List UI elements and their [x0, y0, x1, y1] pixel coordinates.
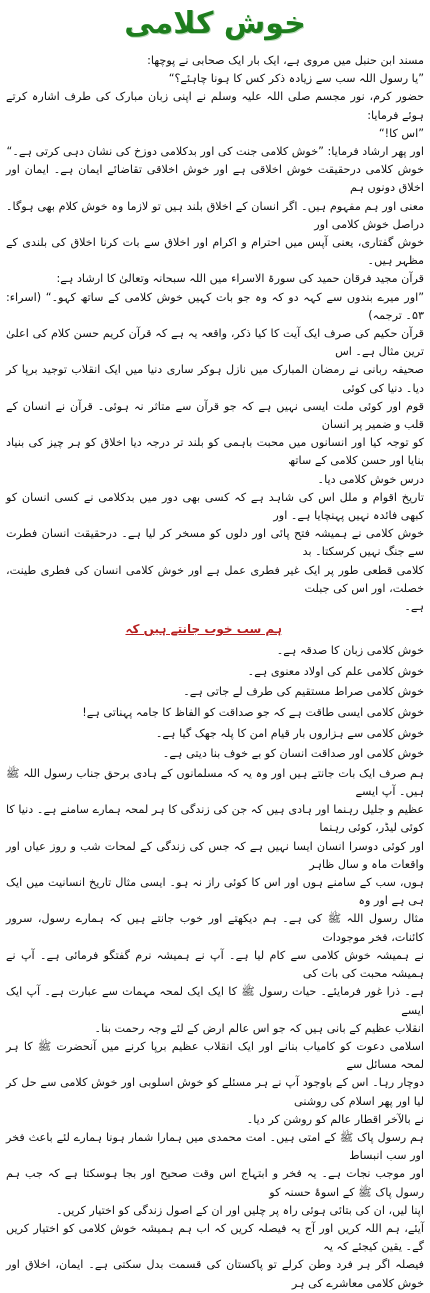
text-line: صحیفہ ربانی نے رمضان المبارک میں نازل ہوکر ساری دنیا میں ایک انقلاب توجید برپا کر دیا۔ دنیا کی کوئی [6, 363, 424, 395]
text-line: ہم صرف ایک بات جانتے ہیں اور وہ یہ کہ مسلمانوں کے ہادی برحق جناب رسول اللہ ﷺ ہیں۔ آپ ایسے [6, 766, 424, 799]
text-line: ہم رسول پاک ﷺ کے امتی ہیں۔ امت محمدی میں ہمارا شمار ہونا ہمارے لئے باعث فخر اور سب انبساط [6, 1130, 424, 1163]
text-line: اور موجب نجات ہے۔ یہ فخر و ابتہاج اس وقت صحیح اور بجا ہوسکتا ہے کہ جب ہم رسول پاک ﷺ کے اسوۂ حسنہ کو [6, 1167, 424, 1199]
text-line: اپنا لیں، ان کی بتائی ہوئی راہ پر چلیں اور ان کے اصول زندگی کو اختیار کریں۔ [56, 1203, 424, 1217]
text-line: خوش گفتاری، یعنی آپس میں احترام و اکرام اور اخلاق سے بات کرنا اخلاق کی بلندی کے مظہر ہیں۔ [6, 236, 424, 268]
text-line: مسند ابن حنبل میں مروی ہے، ایک بار ایک صحابی نے پوچھا: [147, 54, 424, 67]
text-line: اسلامی دعوت کو کامیاب بنانے اور ایک انقلاب عظیم برپا کرنے میں آنحضرت ﷺ کا ہر لمحہ مسائل سے [6, 1039, 424, 1072]
text-line: ہے۔ ذرا غور فرمایئے۔ حیات رسول ﷺ کا ایک ایک لمحہ مہمات سے عبارت ہے۔ آپ ایک ایسے [6, 985, 424, 1017]
text-line: ہوں، سب کے سامنے ہوں اور اس کا کوئی راز نہ ہو۔ ایسی مثال تاریخ انسانیت میں ایک ہی ہے اور وہ [6, 876, 424, 908]
text-line: حضور کرم، نور مجسم صلی اللہ علیہ وسلم نے اپنی زبان مبارک کی طرف اشارہ کرتے ہوئے فرمایا: [6, 90, 424, 122]
intro-section [6, 52, 424, 616]
text-line: خوش کلامی درحقیقت خوش اخلاقی ہے اور خوش اخلاقی تقاضائے ایمان ہے۔ ایمان اور اخلاق دونوں ہم [6, 163, 424, 195]
text-line: ”اور میرے بندوں سے کہہ دو کہ وہ جو بات کہیں خوش کلامی کے ساتھ کہو۔“ (اسراء: ۵۳۔ ترجمہ) [6, 290, 424, 322]
text-line: نے ہمیشہ خوش کلامی سے کام لیا ہے۔ آپ نے ہمیشہ نرم گفتگو فرمائی ہے۔ آپ نے ہمیشہ محبت کی بات کی [6, 948, 424, 981]
list-item: خوش کلامی اور صداقت انسان کو بے خوف بنا دیتی ہے۔ [162, 747, 424, 761]
text-line: نے بالآخر اقطار عالم کو روشن کر دیا۔ [246, 1112, 424, 1126]
text-line: عظیم و جلیل رہنما اور ہادی ہیں کہ جن کی زندگی کا ہر لمحہ ہمارے سامنے ہے۔ دنیا کا کوئی لیڈر، کوئی رہنما [6, 803, 424, 835]
text-line: کلامی قطعی طور پر ایک غیر فطری عمل ہے اور خوش کلامی انسان کی فطری طینت، خصلت، اور اس کی جبلت [6, 563, 424, 595]
list-item: خوش کلامی زبان کا صدقہ ہے۔ [276, 644, 424, 658]
article-title: خوش کلامی [124, 6, 306, 41]
text-line: ”یا رسول اللہ سب سے زیادہ ذکر کس کا ہونا چاہئے؟“ [168, 72, 424, 86]
section-heading: ہم سب خوب جانتے ہیں کہ [125, 622, 282, 637]
text-line: قرآن مجید فرقان حمید کی سورۃ الاسراء میں اللہ سبحانہ وتعالیٰ کا ارشاد ہے: [56, 272, 424, 286]
list-item: خوش کلامی صراط مستقیم کی طرف لے جاتی ہے۔ [183, 685, 424, 699]
text-line: انقلاب عظیم کے بانی ہیں کہ جو اس عالم ارض کے لئے وجہ رحمت بنا۔ [94, 1021, 424, 1035]
text-line: خوش کلامی نے ہمیشہ فتح پائی اور دلوں کو مسخر کر لیا ہے۔ درحقیقت انسان فطرت سے جنگ نہیں کرسکتا۔ بد [6, 527, 424, 559]
text-line: ”اس کا!“ [378, 126, 424, 140]
text-line: آیئے، ہم اللہ کریں اور آج یہ فیصلہ کریں کہ اب ہم ہمیشہ خوش کلامی کو اختیار کریں گے۔ یقین کیجئے کہ یہ [6, 1221, 424, 1254]
text-line: تاریخ اقوام و ملل اس کی شاہد ہے کہ کسی بھی دور میں بدکلامی نے کسی انسان کو کبھی فائدہ نہیں پہنچایا ہے۔ اور [6, 490, 424, 523]
text-line: مثال رسول اللہ ﷺ کی ہے۔ ہم دیکھتے اور خوب جانتے ہیں کہ ہمارے رسول، سرور کائنات، فخر موجودات [6, 912, 424, 944]
list-item: خوش کلامی سے ہزاروں بار قیام امن کا پلہ جھک گیا ہے۔ [155, 726, 424, 740]
points-list [6, 641, 424, 765]
text-line: معنی اور ہم مفہوم ہیں۔ اگر انسان کے اخلاق بلند ہیں تو لازما وہ خوش کلام بھی ہوگا۔ دراصل خوش کلامی اور [6, 199, 424, 231]
closing-section [6, 765, 424, 1293]
text-line: اور پھر ارشاد فرمایا: ”خوش کلامی جنت کی اور بدکلامی دوزخ کی نشان دہی کرتی ہے۔“ [6, 145, 424, 159]
text-line: قرآن حکیم کی صرف ایک آیت کا کیا ذکر، واقعہ یہ ہے کہ قرآن کریم حسن کلام کی اعلیٰ ترین مثال ہے۔ اس [6, 327, 424, 359]
text-line: درس خوش کلامی دیا۔ [317, 472, 424, 486]
text-line: اور کوئی دوسرا انسان ایسا نہیں ہے کہ جس کی زندگی کے لمحات شب و روز عیاں اور واقعات ماہ و سال ظاہر [6, 839, 424, 871]
list-item: خوش کلامی علم کی اولاد معنوی ہے۔ [247, 664, 424, 678]
text-line: کو توجہ کیا اور انسانوں میں محبت باہمی کو بلند تر درجہ دیا اخلاق کو ہر چیز کی بنیاد بنایا اور حسن کلامی کے ساتھ [6, 436, 424, 468]
text-line: ہے۔ [404, 600, 424, 614]
text-line: قوم اور کوئی ملت ایسی نہیں ہے کہ جو قرآن سے متاثر نہ ہوئی۔ قرآن نے انسان کے قلب و ضمیر پر انسان [6, 399, 424, 432]
text-line: فیصلہ اگر ہر فرد وطن کرلے تو پاکستان کی قسمت بدل سکتی ہے۔ ایمان، اخلاق اور خوش کلامی معاشرے کی ہر [6, 1258, 424, 1290]
text-line: دوچار رہا۔ اس کے باوجود آپ نے ہر مسئلے کو خوش اسلوبی اور خوش کلامی سے حل کر لیا اور پھر اسلام کی روشنی [6, 1076, 424, 1108]
list-item: خوش کلامی ایسی طاقت ہے کہ جو صداقت کو الفاظ کا جامہ پہناتی ہے! [82, 706, 424, 720]
